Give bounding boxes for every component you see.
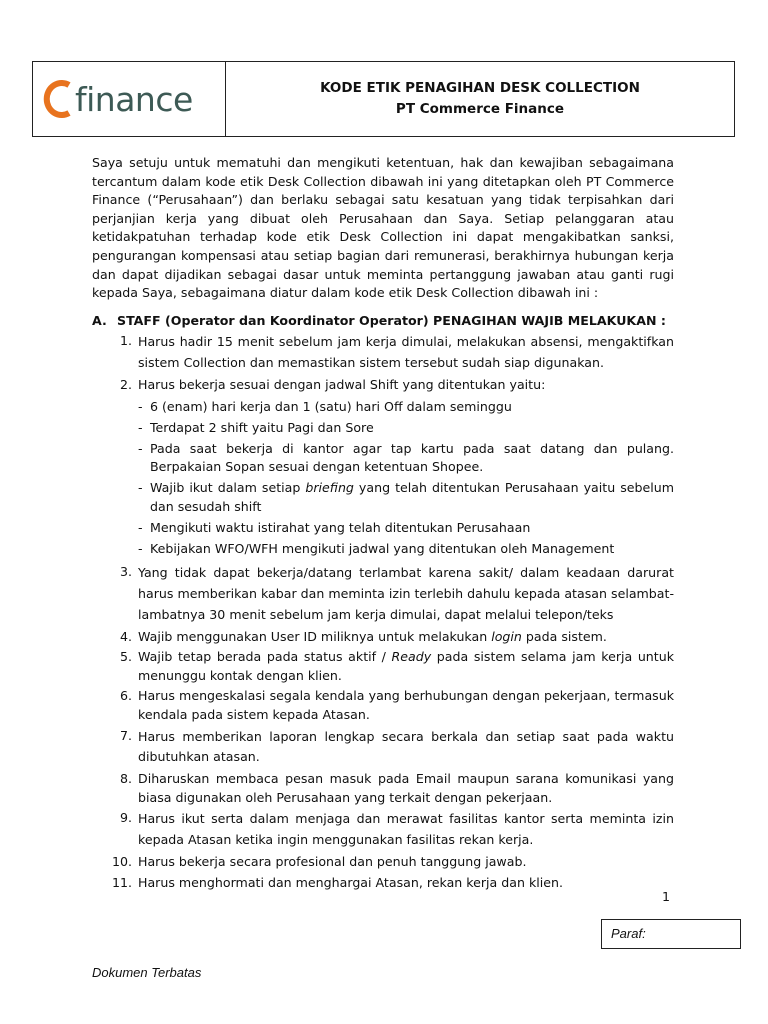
obligations-list bbox=[92, 332, 674, 892]
company-name: PT Commerce Finance bbox=[395, 101, 565, 117]
emphasis-text: Ready bbox=[391, 649, 432, 665]
item-number: 2. bbox=[119, 376, 132, 392]
item-number: 10. bbox=[111, 854, 132, 870]
item-text: Harus mengeskalasi segala kendala yang berhubungan dengan pekerjaan, termasuk kendala pada sistem kepada Atasan. bbox=[138, 688, 674, 723]
list-item bbox=[92, 853, 674, 872]
footer-confidential: Dokumen Terbatas bbox=[92, 965, 202, 980]
item-text: Wajib menggunakan User ID miliknya untuk melakukan login pada sistem. bbox=[138, 628, 607, 644]
item-number: 8. bbox=[119, 771, 132, 787]
sublist-text: Mengikuti waktu istirahat yang telah ditentukan Perusahaan bbox=[150, 520, 531, 536]
logo-wordmark: finance bbox=[75, 79, 193, 119]
list-item bbox=[92, 332, 674, 374]
document-title: KODE ETIK PENAGIHAN DESK COLLECTION bbox=[320, 80, 640, 96]
sublist-item: - Kebijakan WFO/WFH mengikuti jadwal yang ditentukan oleh Management bbox=[138, 540, 674, 559]
item-text: Yang tidak dapat bekerja/datang terlambat karena sakit/ dalam keadaan darurat harus memberikan kabar dan meminta izin terlebih dahulu kepada atasan selambat-lambatnya 30 menit sebelum jam kerja dimulai, dapat melalui telepon/teks bbox=[138, 565, 674, 622]
list-item bbox=[92, 687, 674, 724]
item-number: 5. bbox=[119, 649, 132, 665]
sublist-item: - Pada saat bekerja di kantor agar tap kartu pada saat datang dan pulang. Berpakaian Sopan sesuai dengan ketentuan Shopee. bbox=[138, 440, 674, 477]
item-text: Diharuskan membaca pesan masuk pada Email maupun sarana komunikasi yang biasa digunakan oleh Perusahaan yang terkait dengan pekerjaan. bbox=[138, 771, 674, 805]
sublist-item: - Mengikuti waktu istirahat yang telah ditentukan Perusahaan bbox=[138, 519, 674, 538]
item-number: 1. bbox=[119, 333, 132, 349]
sublist-item: - Terdapat 2 shift yaitu Pagi dan Sore bbox=[138, 419, 674, 438]
item-number: 3. bbox=[119, 564, 132, 580]
list-item bbox=[92, 770, 674, 807]
item-text: Wajib tetap berada pada status aktif / Ready pada sistem selama jam kerja untuk menunggu kontak dengan klien. bbox=[138, 649, 674, 683]
list-item bbox=[92, 727, 674, 769]
company-logo bbox=[33, 62, 226, 136]
section-letter: A. bbox=[92, 312, 107, 328]
item-body bbox=[138, 376, 674, 561]
item-number: 11. bbox=[111, 874, 132, 890]
emphasis-text: login bbox=[491, 628, 522, 644]
sublist-text: Wajib ikut dalam setiap briefing yang telah ditentukan Perusahaan yaitu sebelum dan sesudah shift bbox=[150, 480, 674, 514]
item-text: Harus memberikan laporan lengkap secara berkala dan setiap saat pada waktu dibutuhkan atasan. bbox=[138, 728, 674, 765]
header-title-block bbox=[226, 62, 734, 136]
sublist-text: Terdapat 2 shift yaitu Pagi dan Sore bbox=[150, 419, 374, 435]
item-text: Harus bekerja sesuai dengan jadwal Shift yang ditentukan yaitu: bbox=[138, 376, 546, 392]
emphasis-text: briefing bbox=[305, 480, 354, 496]
intro-paragraph: Saya setuju untuk mematuhi dan mengikuti ketentuan, hak dan kewajiban sebagaimana tercantum dalam kode etik Desk Collection dibawah ini yang ditetapkan oleh PT Commerce Finance (“Perusahaan”) dan berlaku sebagai satu kesatuan yang tidak terpisahkan dari perjanjian kerja yang dibuat oleh Perusahaan dan Saya. Setiap pelanggaran atau ketidakpatuhan terhadap kode etik Desk Collection ini dapat mengakibatkan sanksi, pengurangan kompensasi atau setiap bagian dari remunerasi, berakhirnya hubungan kerja dan dapat dijadikan sebagai dasar untuk meminta pertanggung jawaban atau ganti rugi kepada Saya, sebagaimana diatur dalam kode etik Desk Collection dibawah ini : bbox=[92, 155, 674, 301]
paraf-box: Paraf: bbox=[601, 919, 741, 949]
list-item bbox=[92, 648, 674, 685]
item-number: 9. bbox=[119, 810, 132, 826]
section-title: STAFF (Operator dan Koordinator Operator) PENAGIHAN WAJIB MELAKUKAN : bbox=[117, 312, 666, 328]
item-number: 4. bbox=[119, 628, 132, 644]
list-item bbox=[92, 628, 674, 647]
sublist-item: - 6 (enam) hari kerja dan 1 (satu) hari Off dalam seminggu bbox=[138, 398, 674, 417]
item-text: Harus ikut serta dalam menjaga dan merawat fasilitas kantor serta meminta izin kepada Atasan ketika ingin menggunakan fasilitas rekan kerja. bbox=[138, 811, 674, 848]
sublist-item: - Wajib ikut dalam setiap briefing yang telah ditentukan Perusahaan yaitu sebelum dan sesudah shift bbox=[138, 479, 674, 516]
c-logo-icon bbox=[43, 79, 73, 119]
item-text: Harus hadir 15 menit sebelum jam kerja dimulai, melakukan absensi, mengaktifkan sistem Collection dan memastikan sistem tersebut sudah siap digunakan. bbox=[138, 334, 674, 371]
item-text: Harus bekerja secara profesional dan penuh tanggung jawab. bbox=[138, 854, 527, 870]
section-heading bbox=[92, 312, 674, 331]
list-item bbox=[92, 563, 674, 625]
item-number: 6. bbox=[119, 688, 132, 704]
sublist-text: Pada saat bekerja di kantor agar tap kartu pada saat datang dan pulang. Berpakaian Sopan sesuai dengan ketentuan Shopee. bbox=[150, 440, 674, 475]
list-item bbox=[92, 809, 674, 851]
sublist-text: 6 (enam) hari kerja dan 1 (satu) hari Off dalam seminggu bbox=[150, 398, 512, 414]
document-body bbox=[92, 154, 674, 894]
list-item bbox=[92, 376, 674, 561]
document-header bbox=[32, 61, 735, 137]
item-text: Harus menghormati dan menghargai Atasan, rekan kerja dan klien. bbox=[138, 874, 563, 890]
page-number: 1 bbox=[662, 889, 671, 904]
item-number: 7. bbox=[119, 727, 132, 743]
shift-sublist bbox=[138, 398, 674, 559]
sublist-text: Kebijakan WFO/WFH mengikuti jadwal yang ditentukan oleh Management bbox=[150, 541, 615, 557]
list-item bbox=[92, 874, 674, 893]
